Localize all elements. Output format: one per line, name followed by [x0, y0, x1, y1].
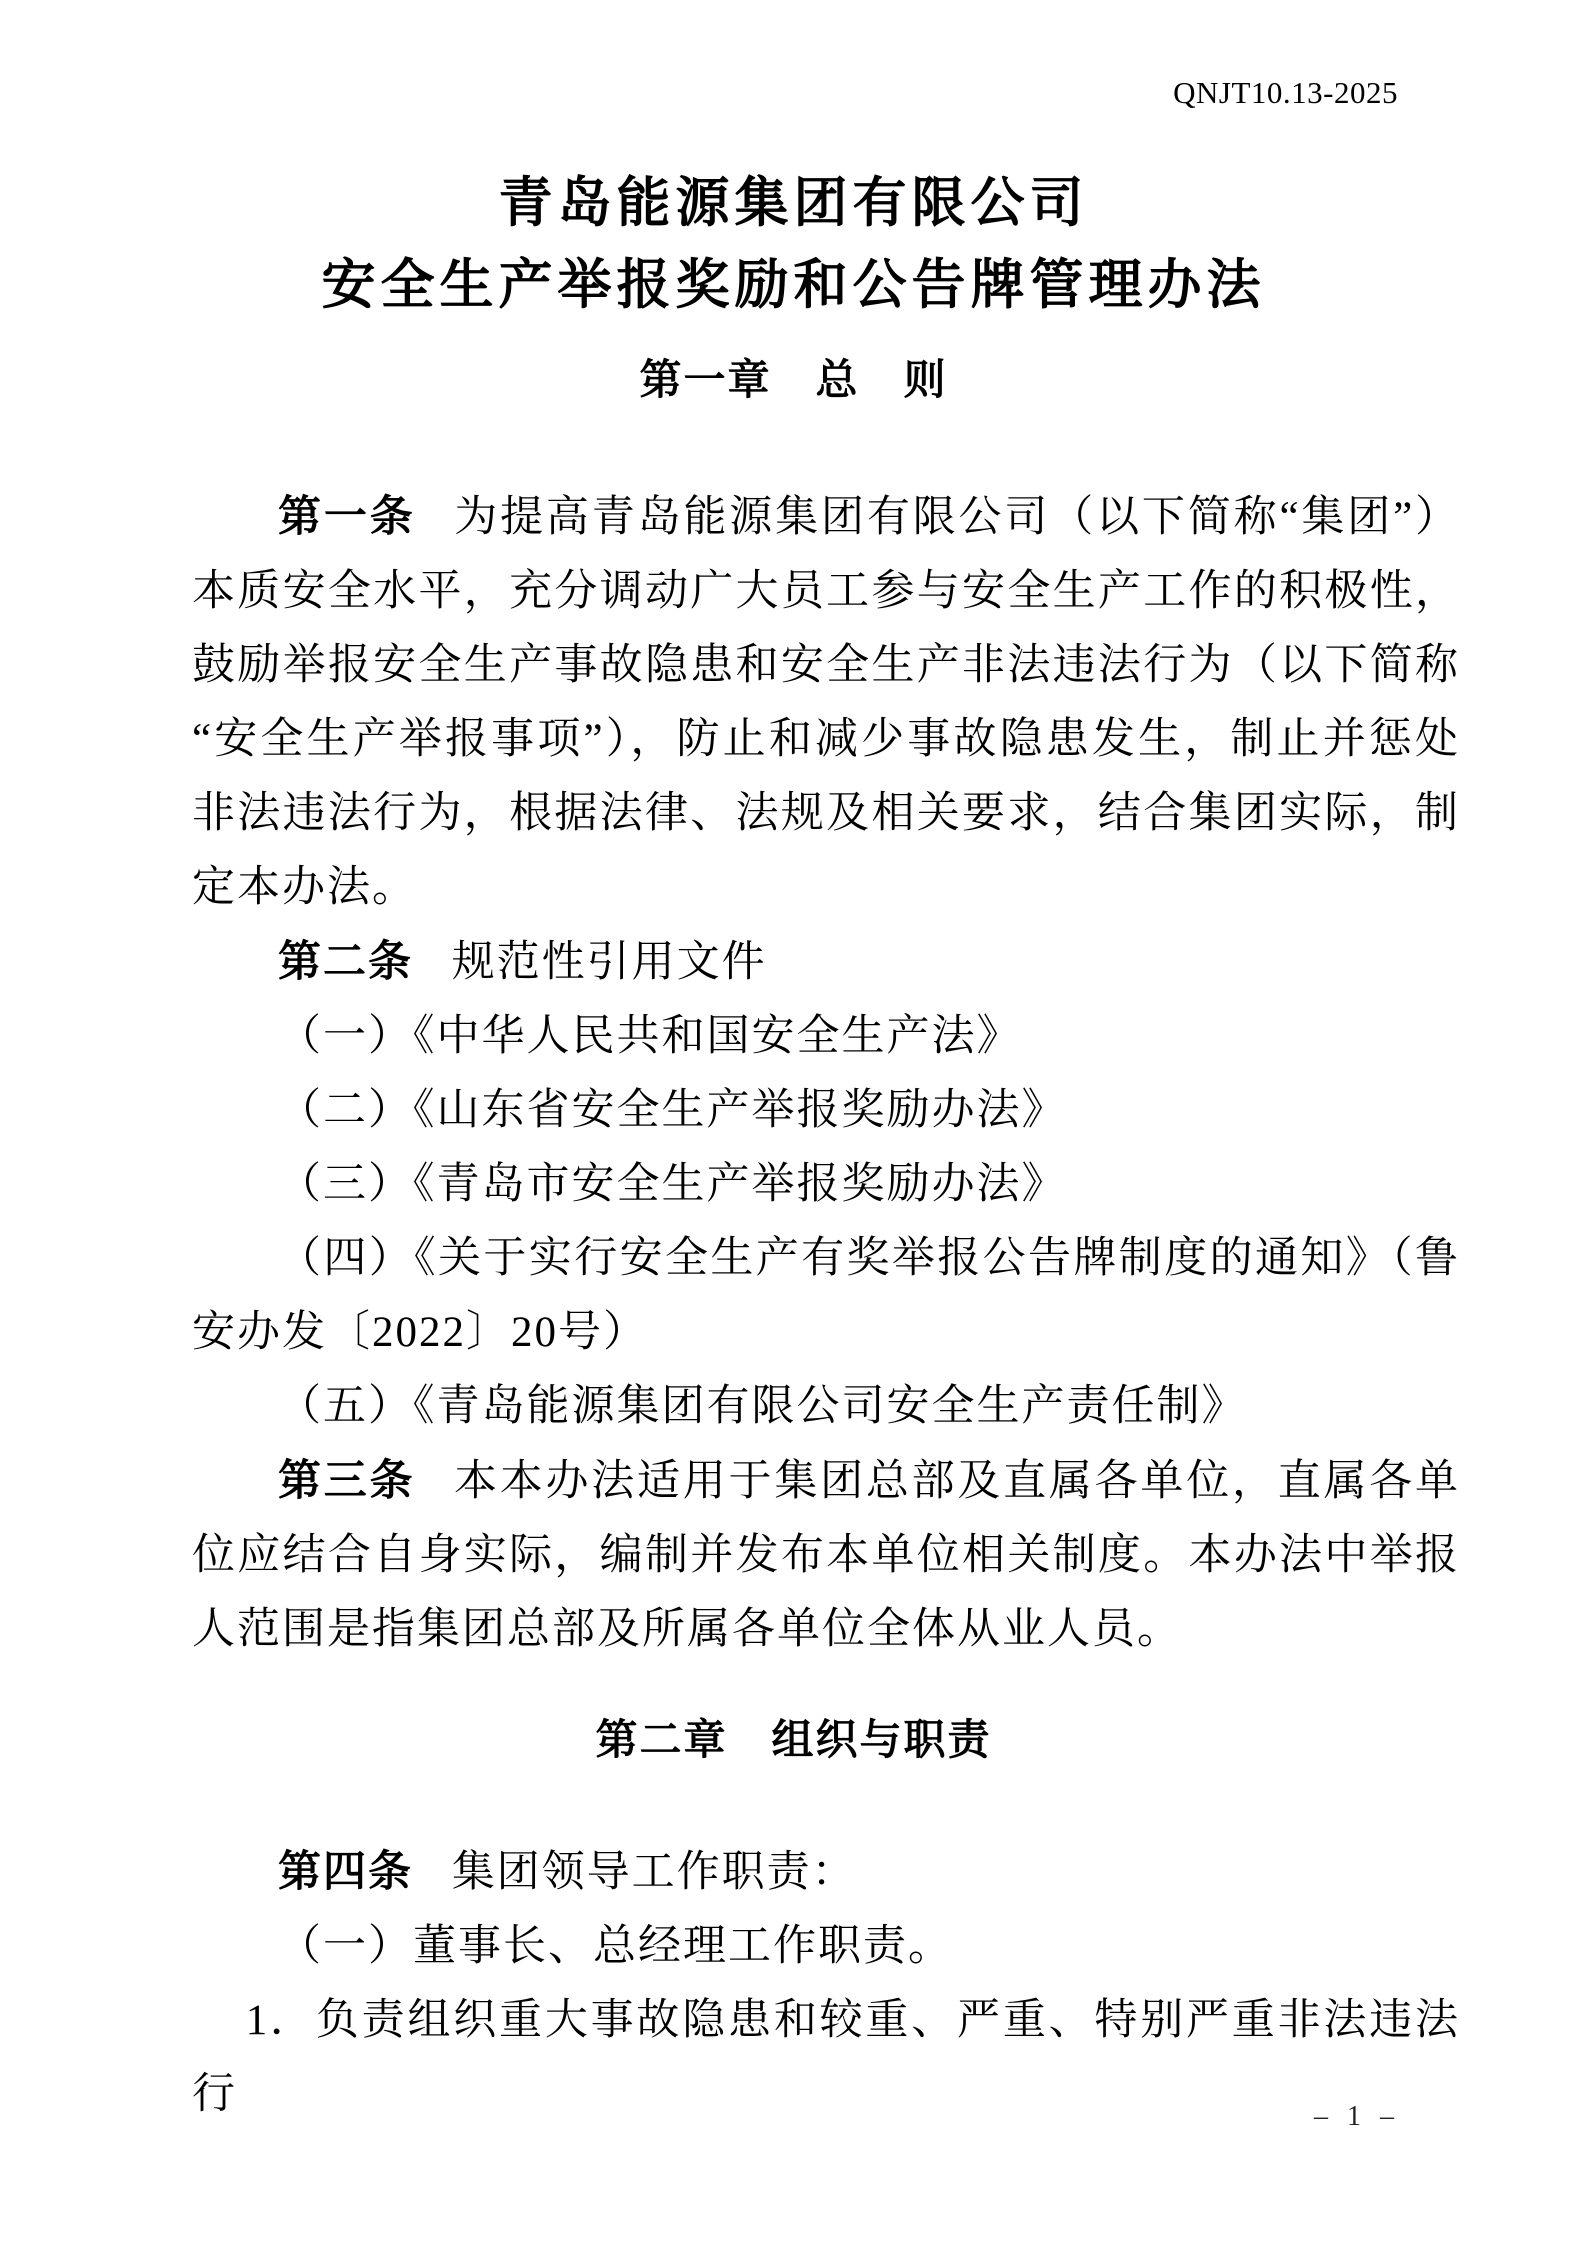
reference-item-3: （三）《青岛市安全生产举报奖励办法》 — [278, 1161, 1067, 1208]
article-1-label: 第一条 — [278, 493, 416, 541]
article-1-text: 为提高青岛能源集团有限公司（以下简称“集团”）本质安全水平，充分调动广大员工参与安全生产工作的积极性，鼓励举报安全生产事故隐患和安全生产非法违法行为（以下简称“安全生产举报事项”），防止和减少事故隐患发生，制止并惩处非法违法行为，根据法律、法规及相关要求，结合集团实际，制定本办法。 — [192, 494, 1461, 911]
article-4-text: 集团领导工作职责： — [451, 1849, 857, 1896]
article-2-label: 第二条 — [278, 938, 413, 986]
chapter-2-heading: 第二章 组织与职责 — [595, 1716, 992, 1763]
reference-item-2: （二）《山东省安全生产举报奖励办法》 — [278, 1087, 1067, 1134]
article-4-label: 第四条 — [278, 1848, 413, 1896]
reference-item-5: （五）《青岛能源集团有限公司安全生产责任制》 — [278, 1383, 1247, 1430]
article-3-label: 第三条 — [278, 1457, 416, 1505]
article-3 — [192, 1444, 1460, 1667]
list-item-1: （一）董事长、总经理工作职责。 — [278, 1923, 953, 1970]
article-2-text: 规范性引用文件 — [451, 939, 767, 986]
article-1 — [192, 480, 1460, 925]
article-3-text: 本本办法适用于集团总部及直属各单位，直属各单位应结合自身实际，编制并发布本单位相关制度。本办法中举报人范围是指集团总部及所属各单位全体从业人员。 — [192, 1458, 1461, 1653]
page-number: – 1 – — [1314, 2101, 1400, 2132]
reference-item-1: （一）《中华人民共和国安全生产法》 — [278, 1013, 1022, 1060]
document-body — [192, 480, 1460, 2132]
doc-number: QNJT10.13-2025 — [1173, 75, 1398, 110]
article-2 — [192, 925, 1460, 1000]
reference-item-4: （四）《关于实行安全生产有奖举报公告牌制度的通知》（鲁安办发〔2022〕20号） — [192, 1235, 1460, 1356]
document-title — [0, 162, 1587, 326]
title-line-1: 青岛能源集团有限公司 — [498, 173, 1089, 233]
article-4 — [192, 1835, 1460, 1910]
chapter-1-heading: 第一章 总 则 — [639, 358, 948, 404]
title-line-2: 安全生产举报奖励和公告牌管理办法 — [321, 255, 1266, 315]
list-item-1-sub-1: 1．负责组织重大事故隐患和较重、严重、特别严重非法违法行 — [192, 1997, 1460, 2118]
